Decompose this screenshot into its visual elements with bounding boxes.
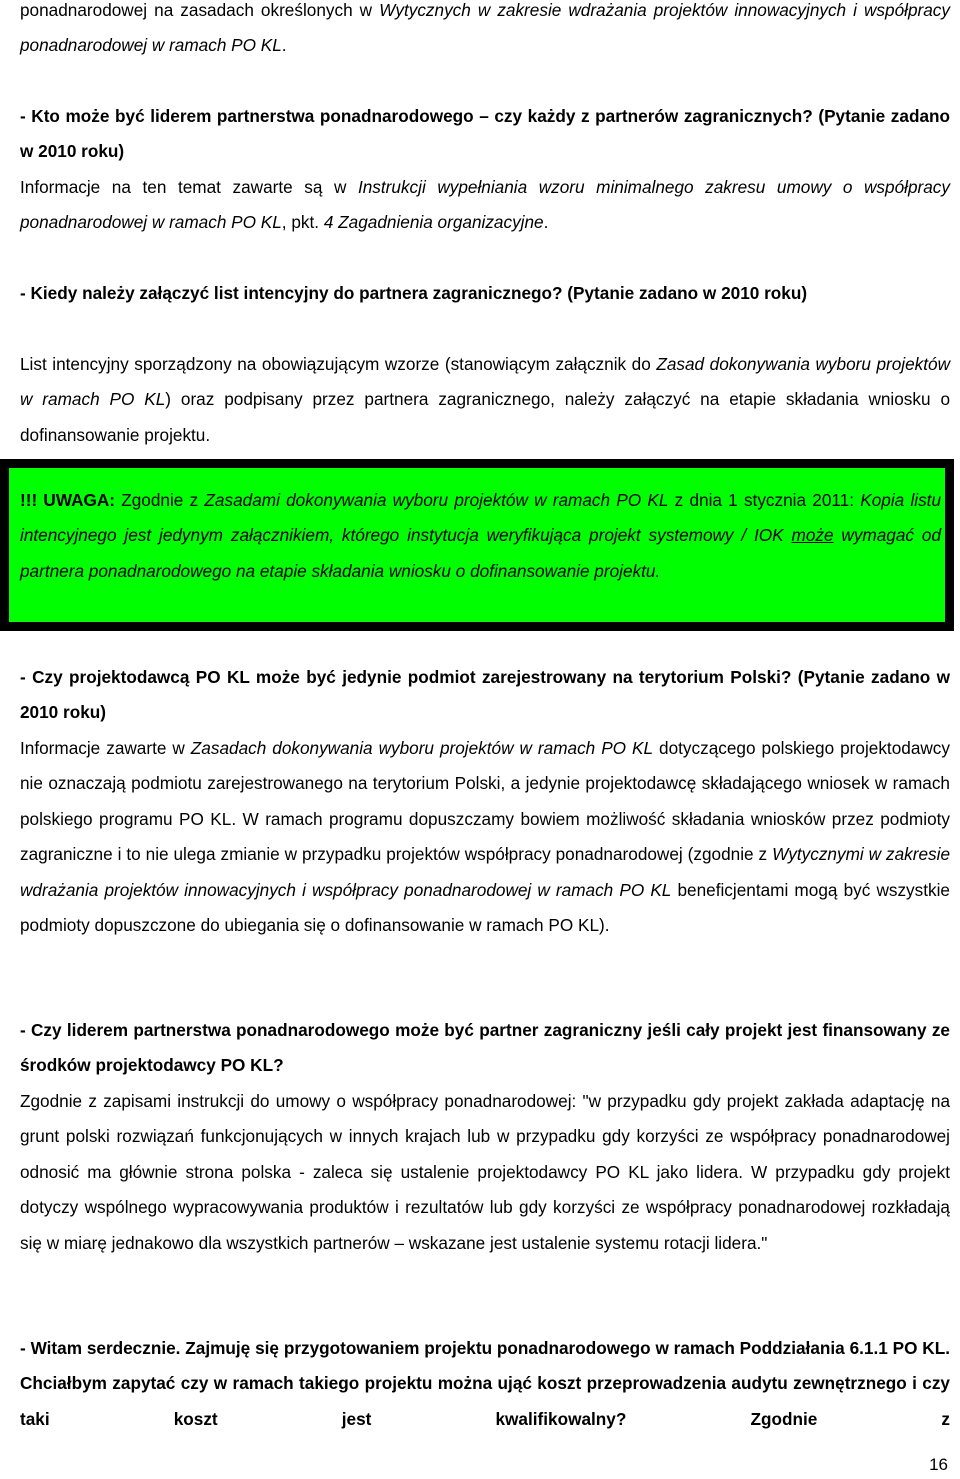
rules-title: Zasad dokonywania wyboru projektów w ramach PO KL — [20, 354, 950, 410]
text-span: Informacje zawarte w — [20, 738, 191, 758]
question-text: - Czy projektodawcą PO KL może być jedynie podmiot zarejestrowany na terytorium Polski? — [20, 667, 792, 687]
guidelines-title: Wytycznych w zakresie wdrażania projektów innowacyjnych i współpracy ponadnarodowej w ramach PO KL — [20, 0, 950, 56]
text-span: . — [543, 212, 549, 233]
paragraph-continuation — [20, 0, 950, 64]
text-span: Zgodnie z — [115, 490, 205, 510]
text-span: ) oraz podpisany przez partnera zagranicznego, należy załączyć na etapie składania wniosku o dofinansowanie projektu. — [20, 389, 950, 445]
page-number: 16 — [929, 1455, 948, 1474]
rules-title: Zasadami dokonywania wyboru projektów w ramach PO KL — [204, 490, 669, 510]
text-span: ponadnarodowej na zasadach określonych w — [20, 0, 380, 20]
answer-2 — [20, 347, 950, 453]
emphasis-word: może — [791, 525, 834, 546]
question-3 — [20, 660, 950, 731]
rules-title: Zasadach dokonywania wyboru projektów w ramach PO KL — [190, 738, 654, 758]
question-text: - Witam serdecznie. Zajmuję się przygotowaniem projektu ponadnarodowego w ramach Poddziałania 6.1.1 PO KL. Chciałbym zapytać czy w ramach takiego projektu można ująć koszt przeprowadzenia audytu zewnętrznego i czy taki koszt jest kwalifikowalny? Zgodnie z — [20, 1338, 950, 1429]
quoted-rule: wymagać od partnera ponadnarodowego na etapie składania wniosku o dofinansowanie projektu. — [20, 525, 942, 581]
instruction-title: Instrukcji wypełniania wzoru minimalnego zakresu umowy o współpracy ponadnarodowej w ramach PO KL — [20, 177, 950, 233]
question-text: - Kto może być liderem partnerstwa ponadnarodowego – czy każdy z partnerów zagranicznych? — [20, 106, 813, 126]
question-2 — [20, 276, 950, 311]
question-text: - Czy liderem partnerstwa ponadnarodowego może być partner zagraniczny jeśli cały projekt jest finansowany ze środków projektodawcy PO KL? — [20, 1020, 950, 1076]
text-span: dotyczącego polskiego projektodawcy nie oznaczają podmiotu zarejestrowanego na terytorium Polski, a jedynie projektodawcę składającego wniosek w ramach polskiego programu PO KL. W ramach programu dopuszczamy bowiem możliwość składania wniosków przez podmioty zagraniczne i to nie ulega zmianie w przypadku projektów współpracy ponadnarodowej (zgodnie z — [20, 738, 950, 865]
question-note: (Pytanie zadano w 2010 roku) — [20, 667, 950, 723]
warning-box — [0, 459, 954, 631]
guidelines-title: Wytycznymi w zakresie wdrażania projektów innowacyjnych i współpracy ponadnarodowej w ramach PO KL — [20, 844, 951, 900]
answer-text: Zgodnie z zapisami instrukcji do umowy o współpracy ponadnarodowej: "w przypadku gdy projekt zakłada adaptację na grunt polski rozwiązań funkcjonujących w innych krajach lub w przypadku gdy korzyści ze współpracy ponadnarodowej odnosić ma głównie strona polska - zaleca się ustalenie projektodawcy PO KL jako lidera. W przypadku gdy projekt dotyczy wspólnego wypracowywania produktów i rezultatów lub gdy korzyści ze współpracy ponadnarodowej rozkładają się w miarę jednakowo dla wszystkich partnerów – wskazane jest ustalenie systemu rotacji lidera." — [20, 1091, 950, 1253]
answer-3 — [20, 731, 950, 943]
question-5 — [20, 1331, 950, 1437]
text-span: beneficjentami mogą być wszystkie podmioty dopuszczone do ubiegania się o dofinansowanie w ramach PO KL). — [20, 879, 950, 936]
text-span: Informacje na ten temat zawarte są w — [20, 177, 358, 197]
question-text: - Kiedy należy załączyć list intencyjny do partnera zagranicznego? — [20, 283, 563, 303]
question-1 — [20, 99, 950, 170]
answer-4 — [20, 1084, 950, 1261]
text-span: , pkt. — [281, 212, 324, 233]
text-span: z dnia 1 stycznia 2011: — [668, 490, 861, 510]
text-span: List intencyjny sporządzony na obowiązującym wzorze (stanowiącym załącznik do — [20, 354, 657, 374]
warning-label: !!! UWAGA: — [20, 490, 116, 510]
question-note: (Pytanie zadano w 2010 roku) — [562, 283, 808, 303]
question-4 — [20, 1013, 950, 1084]
question-note: (Pytanie zadano w 2010 roku) — [20, 106, 951, 162]
section-reference: 4 Zagadnienia organizacyjne — [323, 212, 544, 233]
quoted-rule: Kopia listu intencyjnego jest jedynym załącznikiem, którego instytucja weryfikująca projekt systemowy / IOK — [20, 490, 942, 546]
text-span: . — [281, 35, 287, 56]
warning-text — [20, 483, 941, 589]
answer-1 — [20, 170, 950, 241]
